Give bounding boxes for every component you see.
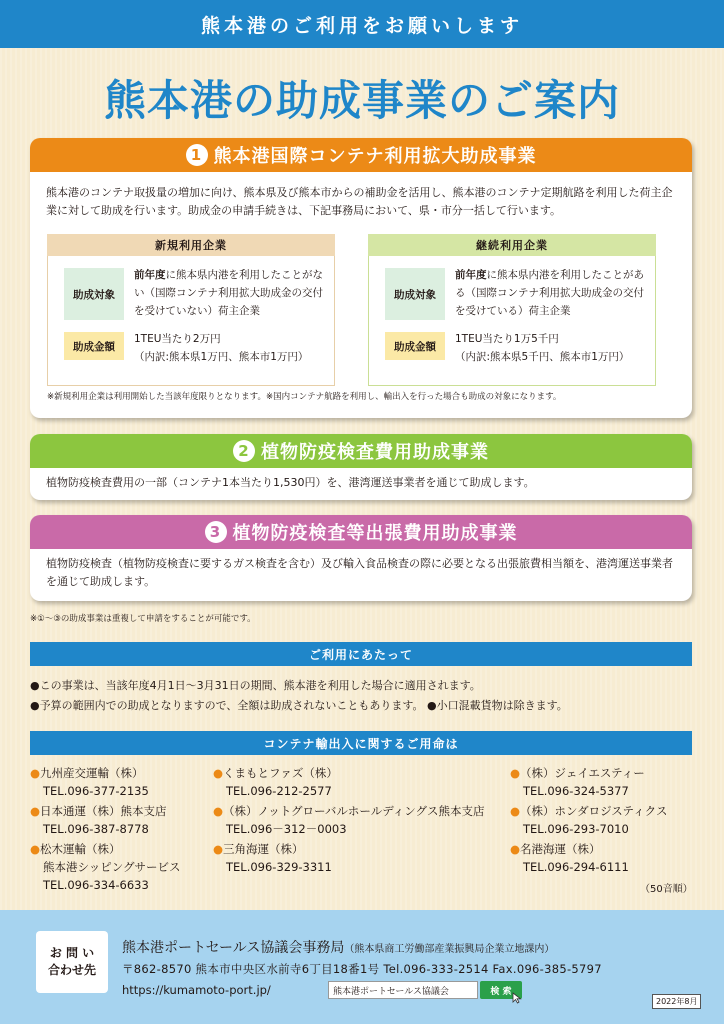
bullet-icon: ● <box>30 842 41 856</box>
bullet-icon: ● <box>213 804 224 818</box>
banner-text: 熊本港のご利用をお願いします <box>200 14 523 37</box>
section-3-card <box>30 515 692 601</box>
usage-text <box>30 676 568 716</box>
section-3-header <box>30 515 692 549</box>
inquiry-badge: お 問 い 合わせ先 <box>36 931 108 993</box>
section-1-note: ※新規利用企業は利用開始した当該年度限りとなります。※国内コンテナ航路を利用し、輸出入を行った場合も助成の対象になります。 <box>47 392 562 402</box>
contact-entry: ●松木運輸（株） 熊本港シッピングサービス TEL.096-334-6633 <box>30 842 181 892</box>
usage-line-2: ●予算の範囲内での助成となりますので、全額は助成されないこともあります。 ●小口混載貨物は除きます。 <box>30 699 568 712</box>
section-1-title: 熊本港国際コンテナ利用拡大助成事業 <box>213 146 537 167</box>
order-note: （50音順） <box>640 884 693 895</box>
continued-use-amount-label: 助成金額 <box>385 332 445 360</box>
contact-tel: TEL.096-377-2135 <box>43 784 149 798</box>
contact-tel: TEL.096－312－0003 <box>226 822 347 836</box>
section-3-title: 植物防疫検査等出張費用助成事業 <box>232 523 518 544</box>
bullet-icon: ● <box>510 804 521 818</box>
contact-entry: ●（株）ノットグローバルホールディングス熊本支店 TEL.096－312－0003 <box>213 804 485 836</box>
usage-line-1: ●この事業は、当該年度4月1日～3月31日の期間、熊本港を利用した場合に適用されます。 <box>30 679 481 692</box>
bullet-icon: ● <box>30 804 41 818</box>
footer <box>0 910 724 1024</box>
bullet-icon: ● <box>213 842 224 856</box>
organization-sub: （熊本県商工労働部産業振興局企業立地課内） <box>344 944 555 955</box>
contact-tel: TEL.096-293-7010 <box>523 822 629 836</box>
section-1-intro: 熊本港のコンテナ取扱量の増加に向け、熊本県及び熊本市からの補助金を活用し、熊本港のコンテナ定期航路を利用した荷主企業に対して助成を行います。助成金の申請手続きは、下記事務局において、県・市分一括して行います。 <box>46 186 673 217</box>
contact-entry: ●（株）ホンダロジスティクス TEL.096-293-7010 <box>510 804 668 836</box>
date-badge: 2022年8月 <box>652 994 701 1009</box>
new-use-amount: 1TEU当たり2万円 （内訳:熊本県1万円、熊本市1万円） <box>134 333 309 363</box>
page-title: 熊本港の助成事業のご案内 <box>103 76 620 125</box>
section-3-text: 植物防疫検査（植物防疫検査に要するガス検査を含む）及び輸入食品検査の際に必要となる出張旅費相当額を、港湾運送事業者を通じて助成します。 <box>46 557 673 588</box>
top-banner <box>0 0 724 48</box>
new-use-amount-label: 助成金額 <box>64 332 124 360</box>
continued-use-target: 前年度に熊本県内港を利用したことがある（国際コンテナ利用拡大助成金の交付を受けている）荷主企業 <box>455 269 644 317</box>
contact-entry: ●くまもとファズ（株） TEL.096-212-2577 <box>213 764 484 800</box>
contact-entry: ●日本通運（株）熊本支店 TEL.096-387-8778 <box>30 802 181 838</box>
bullet-icon: ● <box>30 766 41 780</box>
section-3-number: 3 <box>205 521 227 543</box>
section-2-header <box>30 434 692 468</box>
contacts-title: コンテナ輸出入に関するご用命は <box>30 731 692 755</box>
continued-use-target-label: 助成対象 <box>385 268 445 320</box>
contacts-column-3 <box>510 764 667 878</box>
contact-tel: TEL.096-387-8778 <box>43 822 149 836</box>
section-2-number: 2 <box>233 440 255 462</box>
contact-entry: ●三角海運（株） TEL.096-329-3311 <box>213 840 484 876</box>
contact-tel: TEL.096-294-6111 <box>523 860 629 874</box>
section-2-card <box>30 434 692 500</box>
bullet-icon: ● <box>510 842 521 856</box>
section-2-title: 植物防疫検査費用助成事業 <box>261 442 489 463</box>
organization-name: 熊本港ポートセールス協議会事務局（熊本県商工労働部産業振興局企業立地課内） <box>122 940 555 956</box>
bullet-icon: ● <box>213 766 224 780</box>
section-1-header <box>30 138 692 172</box>
search-button[interactable]: 検 索 <box>480 981 522 999</box>
section-2-text: 植物防疫検査費用の一部（コンテナ1本当たり1,530円）を、港湾運送事業者を通じて助成します。 <box>46 476 535 489</box>
new-use-target: 前年度に熊本県内港を利用したことがない（国際コンテナ利用拡大助成金の交付を受けていない）荷主企業 <box>134 269 323 317</box>
new-use-target-label: 助成対象 <box>64 268 124 320</box>
contact-tel: TEL.096-329-3311 <box>226 860 332 874</box>
usage-title: ご利用にあたって <box>30 642 692 666</box>
overlap-note: ※①～③の助成事業は重複して申請をすることが可能です。 <box>30 614 256 624</box>
contacts-column-2 <box>213 764 484 878</box>
contacts-column-1 <box>30 764 181 896</box>
bullet-icon: ● <box>510 766 521 780</box>
contact-entry: ●（株）ジェイエスティー TEL.096-324-5377 <box>510 764 667 800</box>
contact-tel: TEL.096-212-2577 <box>226 784 332 798</box>
new-use-title: 新規利用企業 <box>47 234 335 256</box>
website-link[interactable]: https://kumamoto-port.jp/ <box>122 983 271 997</box>
contact-tel: TEL.096-334-6633 <box>43 878 149 892</box>
address: 〒862-8570 熊本市中央区水前寺6丁目18番1号 Tel.096-333-2514 Fax.096-385-5797 <box>122 962 602 976</box>
continued-use-amount: 1TEU当たり1万5千円 （内訳:熊本県5千円、熊本市1万円） <box>455 333 630 363</box>
contact-tel: TEL.096-324-5377 <box>523 784 629 798</box>
cursor-icon <box>512 992 522 1004</box>
search-input[interactable]: 熊本港ポートセールス協議会 <box>328 981 478 999</box>
contact-subname: 熊本港シッピングサービス <box>43 860 181 874</box>
contact-entry: ●九州産交運輸（株） TEL.096-377-2135 <box>30 764 181 800</box>
section-1-card <box>30 138 692 418</box>
continued-use-box <box>368 234 656 386</box>
new-use-box <box>47 234 335 386</box>
continued-use-title: 継続利用企業 <box>368 234 656 256</box>
section-1-number: 1 <box>186 144 208 166</box>
contact-entry: ●名港海運（株） TEL.096-294-6111 <box>510 840 667 876</box>
